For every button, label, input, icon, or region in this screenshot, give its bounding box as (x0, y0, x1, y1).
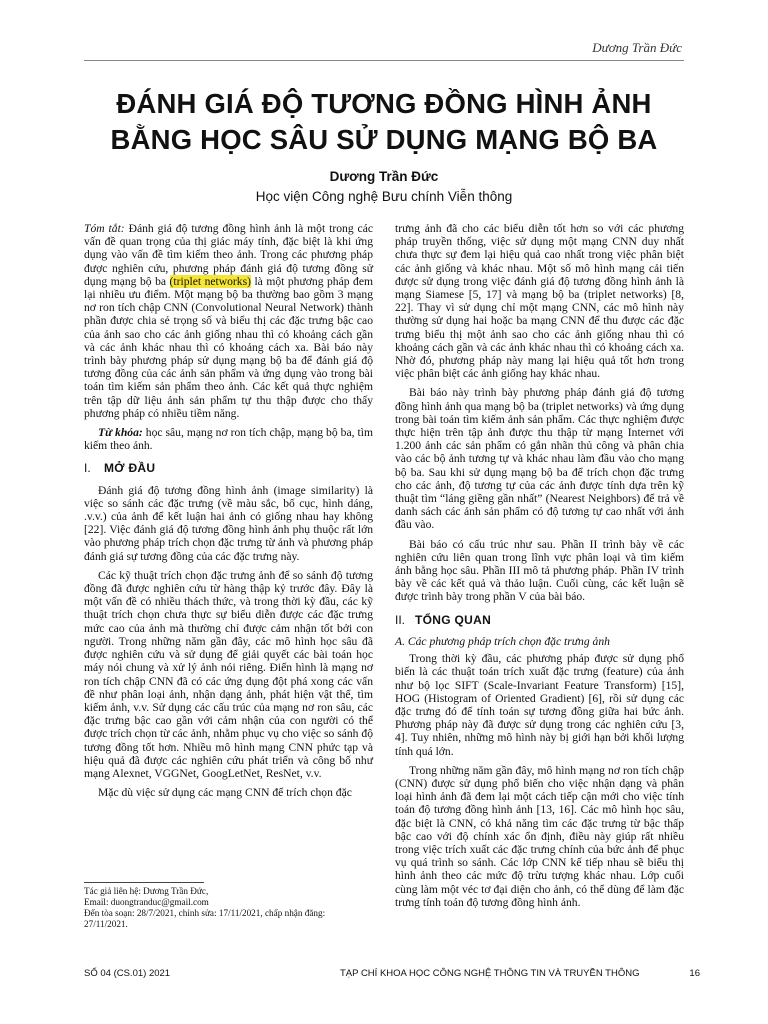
abstract-text-end: là một phương pháp đem lại nhiều ưu điểm. Một mạng bộ ba thường bao gồm 3 mạng nơ ron tích chập CNN (Convolutional Neural Network) thành phần được chia sẻ trọng số và biểu thị các đặc trưng bậc cao của ảnh sao cho các ảnh giống nhau thì có khoảng cách gần và các ảnh khác nhau thì có khoảng cách xa. Bài báo này trình bày phương pháp sử dụng mạng bộ ba để đánh giá độ tương đồng của các ảnh sản phẩm và ứng dụng vào trong bài toán tìm kiếm sản phẩm theo ảnh. Các kết quả thực nghiệm trên tập dữ liệu ảnh sản phẩm tự thu thập được cho thấy phương pháp có nhiều tiềm năng. (84, 274, 374, 420)
abstract-label: Tóm tắt: (84, 222, 125, 235)
page-number: 16 (689, 968, 700, 979)
section-number: I. (84, 461, 91, 476)
body-paragraph: Mặc dù việc sử dụng các mạng CNN để trích chọn đặc (98, 786, 352, 800)
footnote (84, 886, 364, 930)
keywords-label: Từ khóa: (98, 426, 143, 440)
body-paragraph: Trong thời kỳ đầu, các phương pháp được sử dụng phổ biến là các thuật toán trích xuất đặc trưng (feature) của ảnh như bộ lọc SIFT (Scale-Invariant Feature Transform) [15], HOG (Histogram of Oriented Gradient) [6], rồi sử dụng các đặc trưng đó để tính toán sự tương đồng giữa hai bức ảnh. Phương pháp này đã được sử dụng trong các nghiên cứu [3, 4]. Tuy nhiên, những mô hình này bị giới hạn bởi khối lượng tính quá lớn. (395, 652, 684, 758)
header-divider (84, 60, 684, 61)
right-column (395, 222, 684, 909)
journal-name: TẠP CHÍ KHOA HỌC CÔNG NGHỆ THÔNG TIN VÀ TRUYỀN THÔNG (340, 968, 640, 979)
issue-number: SỐ 04 (CS.01) 2021 (84, 968, 171, 979)
abstract-text-start: Đánh giá độ tương đồng hình ảnh là một trong các vấn đề quan trọng của thị giác máy tính, đặc biệt là khi ứng dụng vào vấn đề tìm kiếm theo ảnh. Trong các phương pháp được nghiên cứu, phương pháp đánh giá độ tương đồng sử dụng mạng bộ ba (84, 222, 373, 288)
footnote-email: Email: duongtranduc@gmail.com (84, 897, 209, 907)
keywords-text: học sâu, mạng nơ ron tích chập, mạng bộ ba, tìm kiếm theo ảnh. (84, 426, 373, 453)
footnote-dates: Đến tòa soạn: 28/7/2021, chỉnh sửa: 17/11/2021, chấp nhận đăng: 27/11/2021. (84, 908, 326, 929)
section-number: II. (395, 612, 406, 627)
footnote-contact: Tác giả liên hệ: Dương Trần Đức, (84, 886, 209, 896)
paper-title (60, 86, 708, 158)
running-header-author: Dương Trần Đức (592, 40, 682, 55)
section-title: TỔNG QUAN (415, 612, 492, 627)
section-heading-overview (395, 614, 684, 627)
section-title: MỞ ĐẦU (104, 461, 156, 476)
body-paragraph: Trong những năm gần đây, mô hình mạng nơ ron tích chập (CNN) được sử dụng phổ biến cho việc nhận dạng và phân loại hình ảnh đã đem lại một cách tiếp cận mới cho việc tính toán độ tương đồng hình ảnh [13, 16]. Các mô hình học sâu, đặc biệt là CNN, có khả năng tìm các đặc trưng từ bậc thấp bậc cao với độ chính xác ổn định, điều này giúp rất nhiều trong việc trích xuất các đặc trưng chính của bức ảnh để phục vụ quá trình so sánh. Các lớp CNN kế tiếp nhau sẽ biểu thị hình ảnh theo các mức độ trừu tượng khác nhau. Lớp cuối cùng làm một véc tơ đại diện cho ảnh, có thể dùng để làm đặc trưng tính toán độ tương đồng hình ảnh. (395, 763, 684, 909)
body-paragraph: trưng ảnh đã cho các biểu diễn tốt hơn so với các phương pháp truyền thống, việc sử dụng một mạng CNN duy nhất chưa thực sự đem lại hiệu quả cao nhất trong việc phân biệt các ảnh giống và khác nhau. Một số mô hình mạng cải tiến được sử dụng trong việc đánh giá độ tương đồng hình ảnh là mạng Siamese [5, 17] và mạng bộ ba (triplet networks) [8, 22]. Thay vì sử dụng chỉ một mạng CNN, các mô hình này thường sử dụng hai hoặc ba mạng CNN để thu được các đặc trưng biểu thị một ảnh sao cho các ảnh giống nhau thì có khoảng cách gần và các ảnh khác nhau thì có khoảng cách xa. Nhờ đó, phương pháp này mang lại hiệu quả tốt hơn trong việc phân biệt các ảnh giống hay khác nhau. (395, 222, 684, 381)
footnote-divider (84, 882, 204, 883)
title-line-1: ĐÁNH GIÁ ĐỘ TƯƠNG ĐỒNG HÌNH ẢNH (116, 88, 652, 119)
subsection-heading: A. Các phương pháp trích chọn đặc trưng ảnh (395, 634, 610, 648)
keywords (84, 426, 373, 452)
abstract (84, 222, 373, 420)
section-heading-intro (84, 462, 373, 475)
title-line-2: BẰNG HỌC SÂU SỬ DỤNG MẠNG BỘ BA (110, 124, 658, 155)
author-name: Dương Trần Đức (329, 169, 439, 184)
author-affiliation: Học viện Công nghệ Bưu chính Viễn thông (255, 189, 513, 204)
highlighted-term: (triplet networks) (169, 274, 251, 288)
body-paragraph: Các kỹ thuật trích chọn đặc trưng ảnh để so sánh độ tương đồng đã được nghiên cứu từ hàng thập kỷ trước đây. Đây là một vấn đề có nhiều thách thức, và trong thời kỳ đầu, các kỹ thuật trích chọn chưa thực sự biểu diễn được các đặc trưng mức cao của ảnh mà thường chỉ được cảm nhận tốt bởi con người. Trong những năm gần đây, các mô hình học sâu đã được nghiên cứu và sử dụng để giải quyết các bài toán học máy nói chung và xử lý ảnh nói riêng. Điển hình là mạng nơ ron tích chập CNN đã có các ứng dụng đột phá xong các vấn đề như phân loại ảnh, nhận dạng ảnh, phát hiện vật thể, tìm kiếm ảnh, v.v. Sử dụng các cấu trúc của mạng nơ ron sâu, các đặc trưng bậc cao gần với cảm nhận của con người có thể được trích chọn từ các ảnh, nhằm phục vụ cho việc so sánh độ tương đồng tốt hơn. Nhiều mô hình mạng CNN phức tạp và hiệu quả đã được các nghiên cứu phát triển và công bố như mạng Alexnet, VGGNet, GoogLetNet, ResNet, v.v. (84, 568, 373, 780)
body-paragraph: Đánh giá độ tương đồng hình ảnh (image similarity) là việc so sánh các đặc trưng (về màu sắc, bố cục, hình dáng, .v.v.) của ảnh để kết luận hai ảnh có giống nhau hay không [22]. Việc đánh giá độ tương đồng hình ảnh phụ thuộc rất lớn vào phương pháp trích chọn đặc trưng từ ảnh và phương pháp đánh giá sự tương đồng của các đặc trưng này. (84, 483, 373, 563)
body-paragraph: Bài báo này trình bày phương pháp đánh giá độ tương đồng hình ảnh qua mạng bộ ba (triplet networks) và ứng dụng trong bài toán tìm kiếm ảnh sản phẩm. Các thực nghiệm được thực hiện trên tập ảnh được thu thập từ mạng Internet với 1.200 ảnh các sản phẩm có gắn nhãn thủ công và phân chia vào các bộ ảnh tương tự và khác nhau làm đầu vào cho mạng bộ ba. Sau khi sử dụng mạng bộ ba để trích chọn đặc trưng cho các ảnh, độ tương tự của các ảnh được tính dựa trên kỹ thuật tìm “láng giềng gần nhất” (Nearest Neighbors) để trả về danh sách các ảnh sản phẩm có độ tương tự cao nhất với ảnh đầu vào. (395, 386, 684, 532)
left-column (84, 222, 373, 799)
body-paragraph: Bài báo có cấu trúc như sau. Phần II trình bày về các nghiên cứu liên quan trong lĩnh vực phân loại và tìm kiếm ảnh bằng học sâu. Phần III mô tả phương pháp. Phần IV trình bày về các kết quả và thảo luận. Cuối cùng, các kết luận sẽ được trình bày trong phần V của bài báo. (395, 537, 684, 604)
